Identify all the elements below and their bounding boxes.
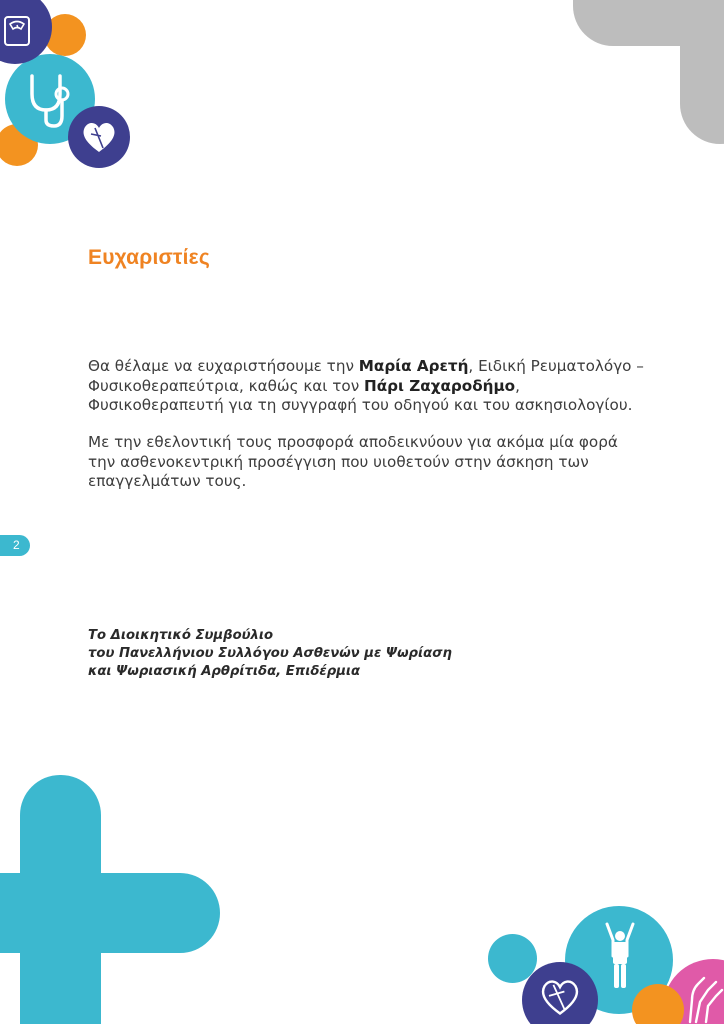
hands-icon [682, 970, 724, 1024]
paragraph-text: Θα θέλαμε να ευχαριστήσουμε την [88, 357, 359, 375]
volunteer-paragraph: Με την εθελοντική τους προσφορά αποδεικνύουν για ακόμα μία φορά την ασθενοκεντρική προσέγγιση που υιοθετούν στην άσκηση των επαγγελμάτων τους. [88, 433, 618, 490]
page-number: 2 [13, 538, 20, 552]
paragraph-text: , Φυσικοθεραπευτή για τη συγγραφή του οδηγού και του ασκησιολογίου. [88, 376, 633, 414]
person-stretch-icon [603, 922, 637, 992]
stethoscope-icon [20, 70, 78, 130]
acknowledgement-paragraph [88, 357, 648, 416]
heart-icon [79, 118, 119, 156]
deco-grey-bar-vertical [680, 0, 724, 144]
signature-line-1: Το Διοικητικό Συμβούλιο [88, 628, 274, 643]
author-name-2: Πάρι Ζαχαροδήμο [364, 376, 516, 395]
signature-line-2: του Πανελλήνιου Συλλόγου Ασθενών με Ψωρίαση [88, 646, 452, 661]
deco-cross-horizontal [0, 873, 220, 953]
signature-line-3: και Ψωριασική Αρθρίτιδα, Επιδέρμια [88, 664, 361, 679]
author-name-1: Μαρία Αρετή [358, 357, 469, 375]
signature-block [88, 627, 452, 681]
page-title: Ευχαριστίες [88, 246, 210, 269]
heart-icon [538, 976, 582, 1018]
paragraph-text: , Ειδική Ρευματολόγο – Φυσικοθεραπεύτρια, καθώς και τον [88, 357, 644, 395]
scale-icon [2, 14, 32, 48]
